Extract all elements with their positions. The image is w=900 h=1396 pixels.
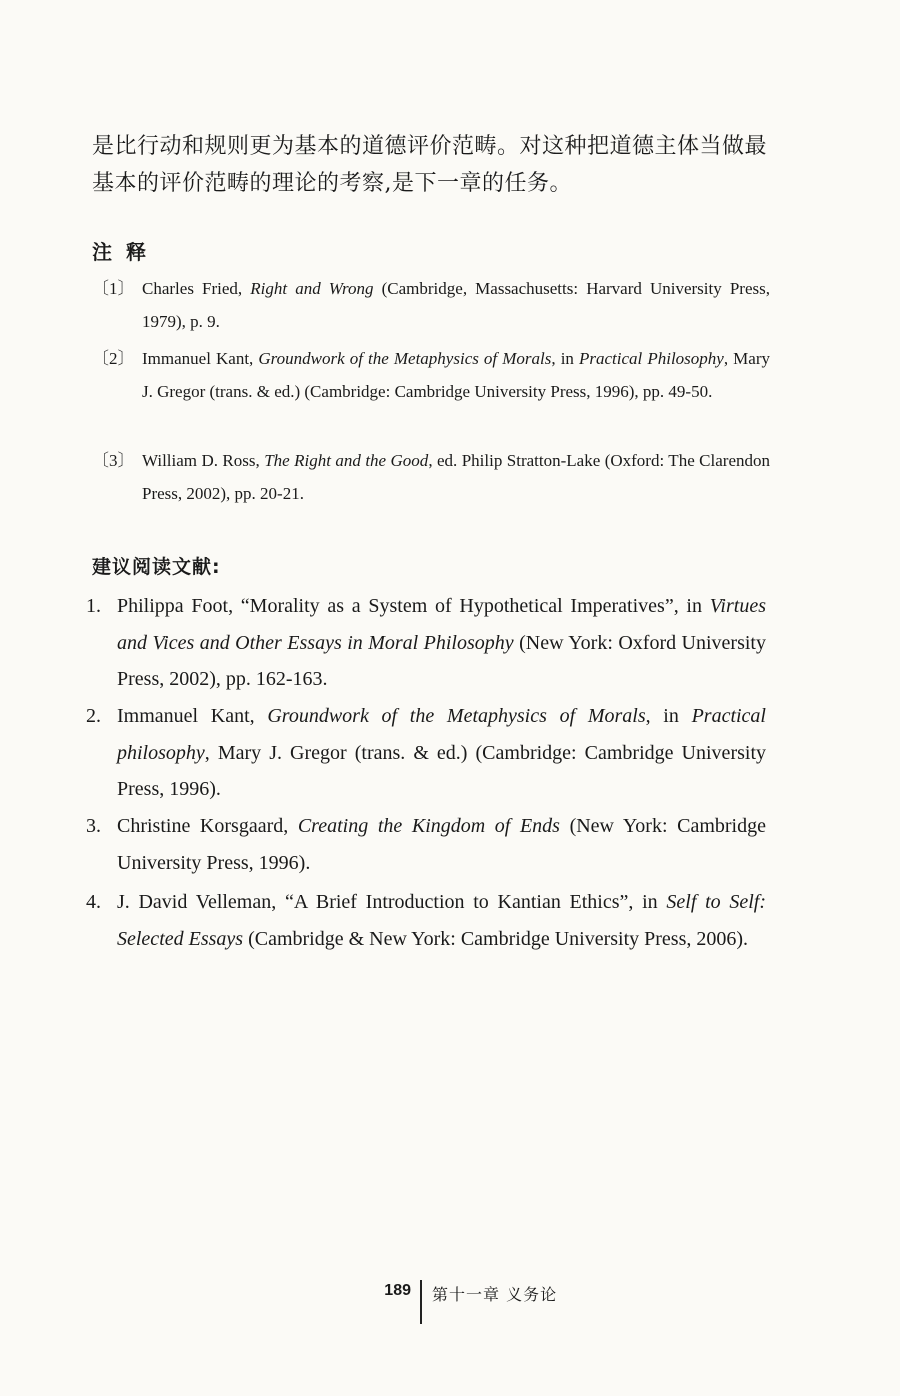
reading-number: 3. — [86, 815, 101, 837]
intro-line: 基本的评价范畴的理论的考察,是下一章的任务。 — [92, 171, 572, 196]
reading-number: 1. — [86, 595, 101, 617]
reading-number: 4. — [86, 891, 101, 913]
note-author: Immanuel Kant, — [142, 349, 259, 368]
reading-title: Practical philosophy — [117, 705, 766, 764]
reading-item — [86, 884, 766, 957]
reading-connector: , in — [645, 705, 692, 727]
note-item — [92, 444, 770, 510]
note-title: Groundwork of the Metaphysics of Morals — [258, 349, 552, 368]
note-publication: , ed. Philip Stratton-Lake (Oxford: The Clarendon Press, 2002), pp. 20-21. — [142, 451, 770, 503]
reading-publication: (New York: Oxford University Press, 2002), pp. 162-163. — [117, 631, 766, 690]
intro-line: 是比行动和规则更为基本的道德评价范畴。对这种把道德主体当做最 — [92, 134, 768, 159]
reading-publication: (Cambridge & New York: Cambridge University Press, 2006). — [243, 927, 749, 950]
footer-divider — [420, 1280, 422, 1324]
note-number: 〔1〕 — [92, 279, 135, 298]
note-title: The Right and the Good — [264, 451, 429, 470]
reading-item — [86, 588, 766, 698]
reading-author: Immanuel Kant, — [117, 705, 268, 727]
note-item — [92, 342, 770, 408]
reading-text — [117, 698, 766, 808]
reading-text — [117, 884, 766, 957]
note-text — [142, 272, 770, 338]
reading-item — [86, 698, 766, 808]
note-item — [92, 272, 770, 338]
page-number: 189 — [384, 1282, 411, 1299]
chapter-title: 第十一章 义务论 — [432, 1285, 558, 1304]
reading-title: Self to Self: Selected Essays — [117, 891, 767, 950]
intro-paragraph — [92, 128, 782, 202]
reading-author: J. David Velleman, “A Brief Introduction to Kantian Ethics”, in — [117, 891, 667, 913]
reading-author: Christine Korsgaard, — [117, 815, 298, 837]
note-publication: (Cambridge, Massachusetts: Harvard University Press, 1979), p. 9. — [142, 279, 770, 331]
reading-item — [86, 808, 766, 881]
notes-heading: 注释 — [92, 240, 160, 264]
reading-publication: (New York: Cambridge University Press, 1996). — [117, 815, 766, 874]
note-publication: , Mary J. Gregor (trans. & ed.) (Cambridge: Cambridge University Press, 1996), pp. 49-50. — [142, 349, 770, 401]
note-text — [142, 342, 770, 408]
reading-text — [117, 808, 766, 881]
note-title: Right and Wrong — [250, 279, 374, 298]
note-author: William D. Ross, — [142, 451, 265, 470]
reading-title: Creating the Kingdom of Ends — [297, 815, 560, 837]
reading-publication: , Mary J. Gregor (trans. & ed.) (Cambridge: Cambridge University Press, 1996). — [117, 741, 766, 800]
reading-title: Virtues and Vices and Other Essays in Moral Philosophy — [117, 595, 766, 654]
reading-heading: 建议阅读文献: — [92, 556, 221, 578]
page-footer — [0, 1280, 900, 1330]
note-text — [142, 444, 770, 510]
note-number: 〔2〕 — [92, 349, 135, 368]
reading-author: Philippa Foot, “Morality as a System of Hypothetical Imperatives”, in — [117, 595, 710, 617]
note-connector: , in — [551, 349, 579, 368]
note-number: 〔3〕 — [92, 451, 135, 470]
reading-title: Groundwork of the Metaphysics of Morals — [267, 705, 646, 727]
note-title: Practical Philosophy — [579, 349, 724, 368]
reading-text — [117, 588, 766, 698]
reading-number: 2. — [86, 705, 101, 727]
note-author: Charles Fried, — [142, 279, 251, 298]
